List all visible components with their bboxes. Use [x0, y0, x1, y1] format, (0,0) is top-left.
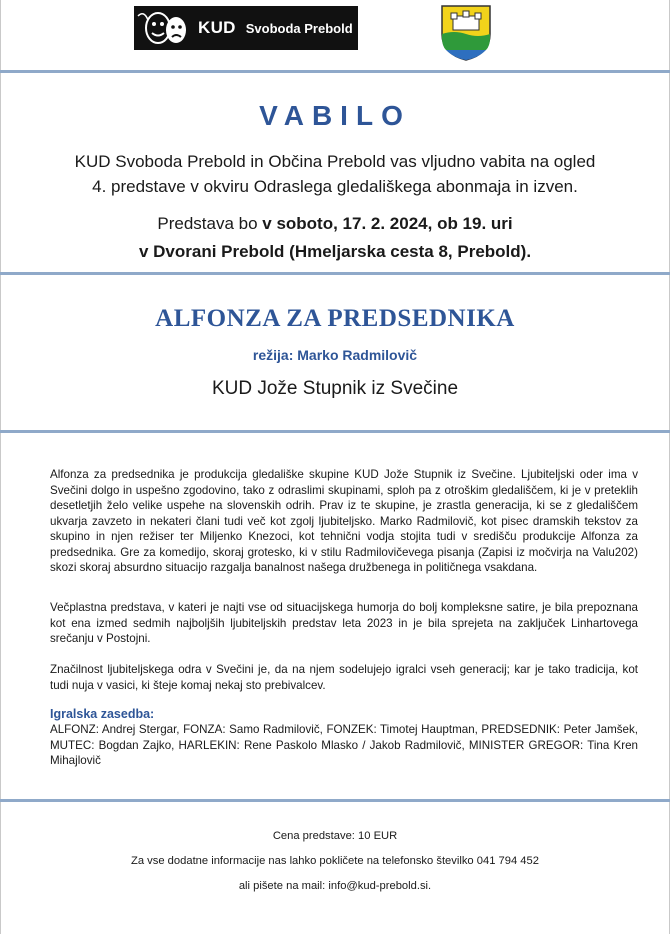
- play-director: režija: Marko Radmilovič: [252, 347, 418, 363]
- kud-logo: [134, 6, 358, 50]
- play-title: ALFONZA ZA PREDSEDNIKA: [155, 305, 515, 332]
- performance-date: [0, 214, 670, 234]
- invitation-heading: VABILO: [259, 100, 411, 131]
- divider-invitation: [0, 272, 670, 275]
- contact-phone: Za vse dodatne informacije nas lahko pokličete na telefonsko številko 041 794 452: [131, 855, 539, 867]
- description-paragraph-3: Značilnost ljubiteljskega odra v Svečini je, da na njem sodelujejo igralci vseh generacij; kar je tako tradicija, kot tudi nuja v vasici, ki šteje komaj nekaj sto prebivalcev.: [50, 663, 638, 692]
- prebold-coat-of-arms-icon: [440, 4, 492, 62]
- performance-venue: v Dvorani Prebold (Hmeljarska cesta 8, Prebold).: [138, 242, 532, 261]
- ticket-price: Cena predstave: 10 EUR: [272, 830, 398, 842]
- play-troupe: KUD Jože Stupnik iz Svečine: [211, 378, 459, 399]
- contact-mail: ali pišete na mail: info@kud-prebold.si.: [238, 880, 432, 892]
- divider-play: [0, 430, 670, 433]
- invitation-intro-line2: 4. predstave v okviru Odraslega gledališkega abonmaja in izven.: [92, 177, 578, 196]
- theatre-masks-icon: [134, 6, 196, 50]
- date-text: v soboto, 17. 2. 2024, ob 19. uri: [262, 214, 513, 233]
- description-paragraph-1: Alfonza za predsednika je produkcija gledališke skupine KUD Jože Stupnik iz Svečine. Ljubiteljski oder ima v Svečini dolgo in uspešno zgodovino, tako z odraslimi skupinami, sploh pa z otroškim gledališčem, ki je v preteklih desetletjih želo velike uspehe na slovenskih odrih. Prav iz te skupine, je zrastla generacija, ki se z gledališčem ukvarja zavzeto in nekateri člani tudi več kot zgolj ljubiteljsko. Marko Radmilovič, kot pisec dramskih tekstov za skupino in njen režiser ter Miljenko Knezoci, kot tehnični vodja stojita tudi v središču produkcije Alfonza za predsednika. Gre za komedijo, skoraj grotesko, ki v stilu Radmilovičevega pisanja (Zapisi iz močvirja na Valu202) skozi skoraj absurdno situacijo razgalja banalnost našega družbenega in političnega vsakdana.: [50, 468, 638, 574]
- divider-bottom: [0, 799, 670, 802]
- page-border-left: [0, 0, 1, 934]
- invitation-intro-line1: KUD Svoboda Prebold in Občina Prebold vas vljudno vabita na ogled: [74, 152, 596, 171]
- logo-kud-text: KUD: [198, 18, 236, 37]
- cast-list: ALFONZ: Andrej Stergar, FONZA: Samo Radmilovič, FONZEK: Timotej Hauptman, PREDSEDNIK: Peter Jamšek, MUTEC: Bogdan Zajko, HARLEKIN: Rene Paskolo Mlasko / Jakob Radmilovič, MINISTER GREGOR: Tina Kren Mihajlovič: [50, 723, 638, 767]
- cast-heading: Igralska zasedba:: [50, 707, 155, 721]
- date-prefix: Predstava bo: [157, 214, 263, 233]
- logo-name-text: Svoboda Prebold: [245, 20, 353, 36]
- description-paragraph-2: Večplastna predstava, v kateri je najti vse od situacijskega humorja do bolj kompleksne satire, je bila prepoznana kot ena izmed sedmih najboljših ljubiteljskih predstav leta 2023 in je bila sprejeta na zaključek Linhartovega srečanju v Postojni.: [50, 601, 638, 645]
- divider-top: [0, 70, 670, 73]
